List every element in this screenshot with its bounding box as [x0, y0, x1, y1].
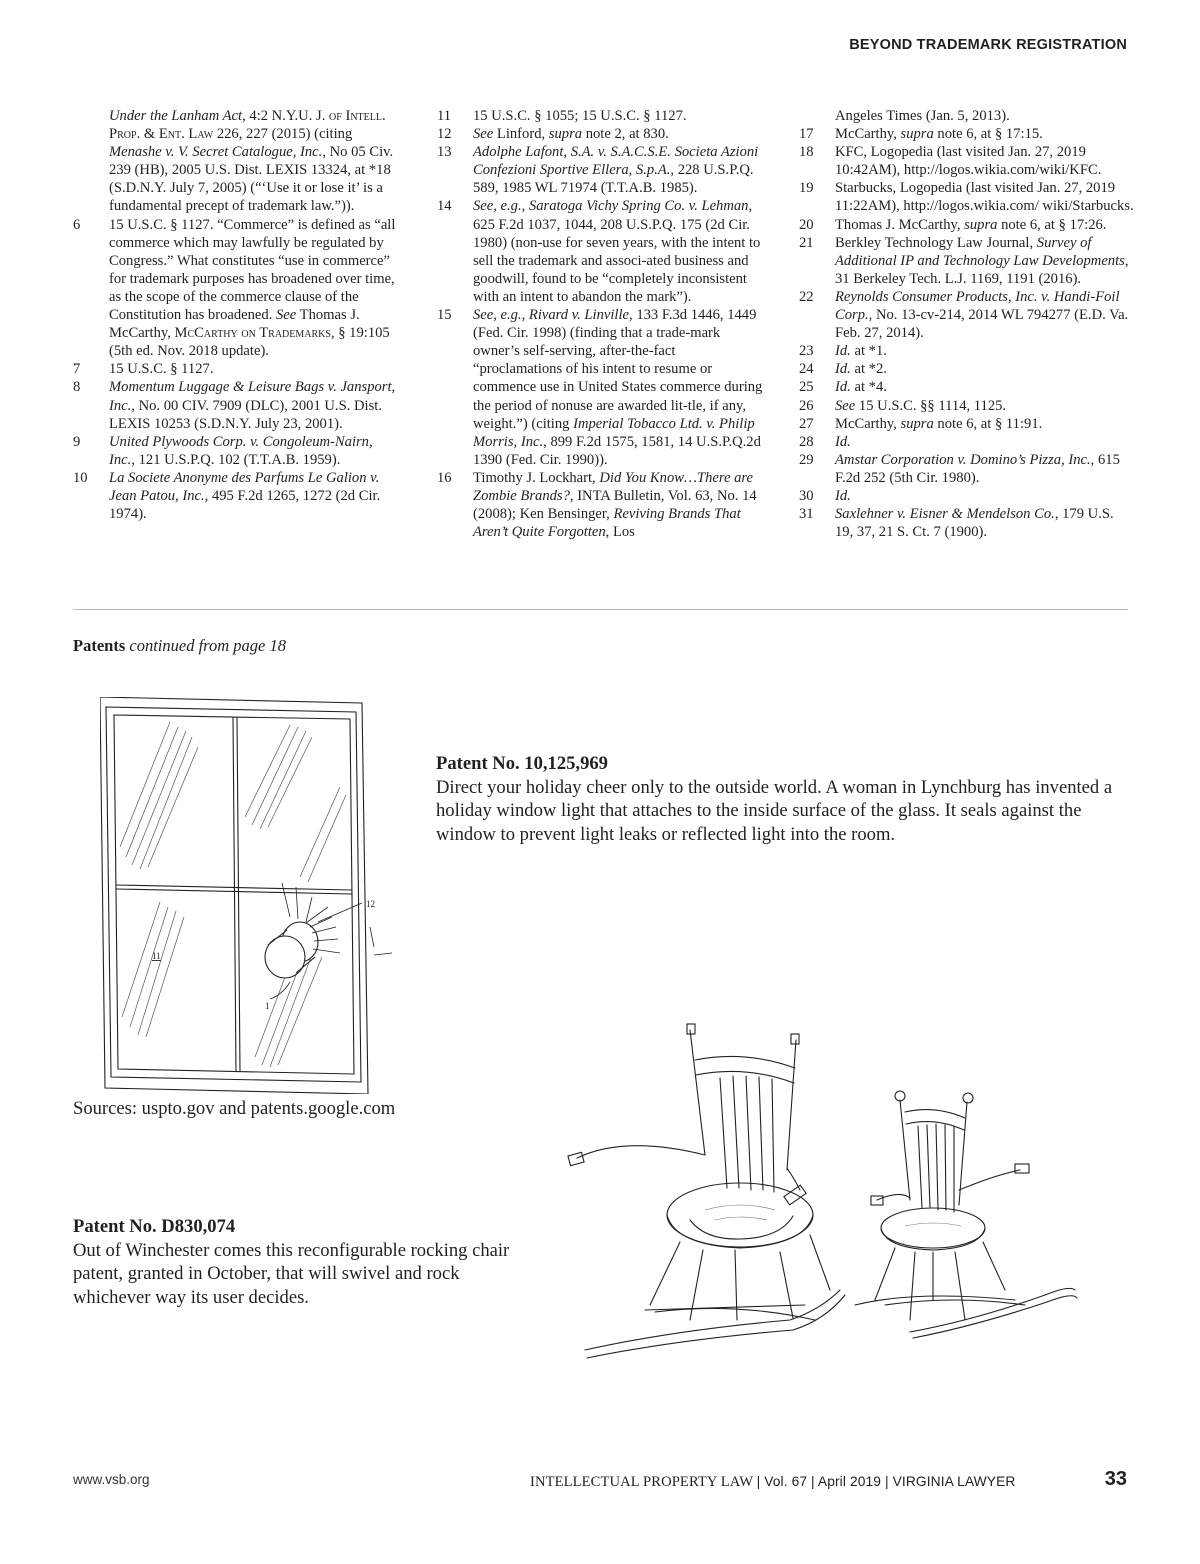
figure-label-1: 1 — [265, 1001, 270, 1011]
footnote-28: 28 Id. — [799, 433, 851, 450]
footnotes-column-3 — [799, 107, 1134, 541]
footnote-8: 8 Momentum Luggage & Leisure Bags v. Jansport, Inc., No. 00 CIV. 7909 (DLC), 2001 U.S. Dist. LEXIS 10253 (S.D.N.Y. July 23, 2001). — [73, 379, 396, 432]
running-header: BEYOND TRADEMARK REGISTRATION — [849, 37, 1127, 53]
footnote-24: 24 Id. at *2. — [799, 361, 887, 378]
footnote-27: 27 McCarthy, supra note 6, at § 11:91. — [799, 415, 1043, 432]
footnote-19: 19 Starbucks, Logopedia (last visited Jan. 27, 2019 11:22AM), http://logos.wikia.com/ wiki/Starbucks. — [799, 180, 1134, 215]
footnote-18: 18 KFC, Logopedia (last visited Jan. 27, 2019 10:42AM), http://logos.wikia.com/wiki/KFC. — [799, 144, 1102, 179]
footnote-5-continued: Under the Lanham Act, 4:2 N.Y.U. J. of Intell. Prop. & Ent. Law 226, 227 (2015) (citing Menashe v. V. Secret Catalogue, Inc., No 05 Civ. 239 (HB), 2005 U.S. Dist. LEXIS 13324, at *18 (S.D.N.Y. July 7, 2005) (“‘Use it or lose it’ is a fundamental precept of trademark law.”)). — [109, 108, 394, 215]
patent-1-description: Direct your holiday cheer only to the outside world. A woman in Lynchburg has invented a holiday window light that attaches to the inside surface of the glass. It seals against the window to prevent light leaks or reflected light into the room. — [436, 776, 1113, 845]
window-light-patent-figure — [100, 697, 395, 1094]
patent-10125969-blurb — [436, 752, 1136, 846]
footnote-7: 7 15 U.S.C. § 1127. — [73, 361, 214, 378]
figure-label-11: 11 — [152, 951, 161, 961]
patent-2-title: Patent No. D830,074 — [73, 1216, 236, 1237]
footer-journal-line: INTELLECTUAL PROPERTY LAW | Vol. 67 | April 2019 | VIRGINIA LAWYER — [530, 1474, 1016, 1490]
patents-heading: Patents continued from page 18 — [73, 636, 286, 655]
footnote-16: 16 Timothy J. Lockhart, Did You Know…There are Zombie Brands?, INTA Bulletin, Vol. 63, No. 14 (2008); Ken Bensinger, Reviving Brands That Aren’t Quite Forgotten, Los — [437, 469, 757, 541]
figure-label-12: 12 — [366, 899, 375, 909]
footnote-15: 15 See, e.g., Rivard v. Linville, 133 F.3d 1446, 1449 (Fed. Cir. 1998) (finding that a trade-mark owner’s self-serving, after-the-fact “proclamations of his intent to resume or commence use in United States commerce during the period of nonuse are awarded lit-tle, if any, weight.”) (citing Imperial Tobacco Ltd. v. Philip Morris, Inc., 899 F.2d 1575, 1581, 14 U.S.P.Q.2d 1390 (Fed. Cir. 1990)). — [437, 307, 763, 468]
footnote-11: 11 15 U.S.C. § 1055; 15 U.S.C. § 1127. — [437, 108, 687, 124]
footnote-17: 17 McCarthy, supra note 6, at § 17:15. — [799, 126, 1043, 143]
footnote-20: 20 Thomas J. McCarthy, supra note 6, at § 17:26. — [799, 216, 1107, 233]
patent-2-description: Out of Winchester comes this reconfigurable rocking chair patent, granted in October, that will swivel and rock whichever way its user decides. — [73, 1239, 510, 1308]
footnote-21: 21 Berkley Technology Law Journal, Survey of Additional IP and Technology Law Developments, 31 Berkeley Tech. L.J. 1169, 1191 (2016). — [799, 234, 1129, 287]
footnote-30: 30 Id. — [799, 487, 851, 504]
footnote-10: 10 La Societe Anonyme des Parfums Le Galion v. Jean Patou, Inc., 495 F.2d 1265, 1272 (2d Cir. 1974). — [73, 469, 381, 523]
patent-d830074-blurb — [73, 1215, 513, 1309]
rocking-chair-patent-figure — [555, 1020, 1085, 1360]
footnote-14: 14 See, e.g., Saratoga Vichy Spring Co. v. Lehman, 625 F.2d 1037, 1044, 208 U.S.P.Q. 175 (2d Cir. 1980) (non-use for seven years, with the intent to sell the trademark and associ-ated business and goodwill, found to be “completely inconsistent with an intent to abandon the mark”). — [437, 198, 761, 305]
section-divider — [73, 609, 1128, 610]
footer-website: www.vsb.org — [73, 1472, 150, 1487]
footnote-31: 31 Saxlehner v. Eisner & Mendelson Co., 179 U.S. 19, 37, 21 S. Ct. 7 (1900). — [799, 506, 1114, 541]
footnote-25: 25 Id. at *4. — [799, 379, 887, 396]
footnote-6: 6 15 U.S.C. § 1127. “Commerce” is defined as “all commerce which may lawfully be regulated by Congress.” What constitutes “use in commerce” for trademark purposes has broadened over time, as the scope of the commerce clause of the Constitution has broadened. See Thomas J. McCarthy, McCarthy on Trademarks, § 19:105 (5th ed. Nov. 2018 update). — [73, 216, 396, 360]
footnote-13: 13 Adolphe Lafont, S.A. v. S.A.C.S.E. Societa Azioni Confezioni Sportive Ellera, S.p.A., 228 U.S.P.Q. 589, 1985 WL 71974 (T.T.A.B. 1985). — [437, 144, 759, 197]
footnote-9: 9 United Plywoods Corp. v. Congoleum-Nairn, Inc., 121 U.S.P.Q. 102 (T.T.A.B. 1959). — [73, 433, 373, 468]
footnote-22: 22 Reynolds Consumer Products, Inc. v. Handi-Foil Corp., No. 13-cv-214, 2014 WL 794277 (E.D. Va. Feb. 27, 2014). — [799, 288, 1129, 342]
footnote-23: 23 Id. at *1. — [799, 343, 887, 360]
footnote-12: 12 See Linford, supra note 2, at 830. — [437, 126, 669, 143]
footnotes-column-2 — [437, 107, 767, 541]
footnotes-column-1 — [73, 107, 398, 523]
footnote-16-continued: Angeles Times (Jan. 5, 2013). — [835, 108, 1010, 124]
sources-line: Sources: uspto.gov and patents.google.com — [73, 1098, 396, 1119]
patent-1-title: Patent No. 10,125,969 — [436, 753, 608, 774]
footnote-26: 26 See 15 U.S.C. §§ 1114, 1125. — [799, 397, 1007, 414]
footnote-29: 29 Amstar Corporation v. Domino’s Pizza, Inc., 615 F.2d 252 (5th Cir. 1980). — [799, 451, 1120, 486]
page-number: 33 — [1104, 1468, 1127, 1490]
